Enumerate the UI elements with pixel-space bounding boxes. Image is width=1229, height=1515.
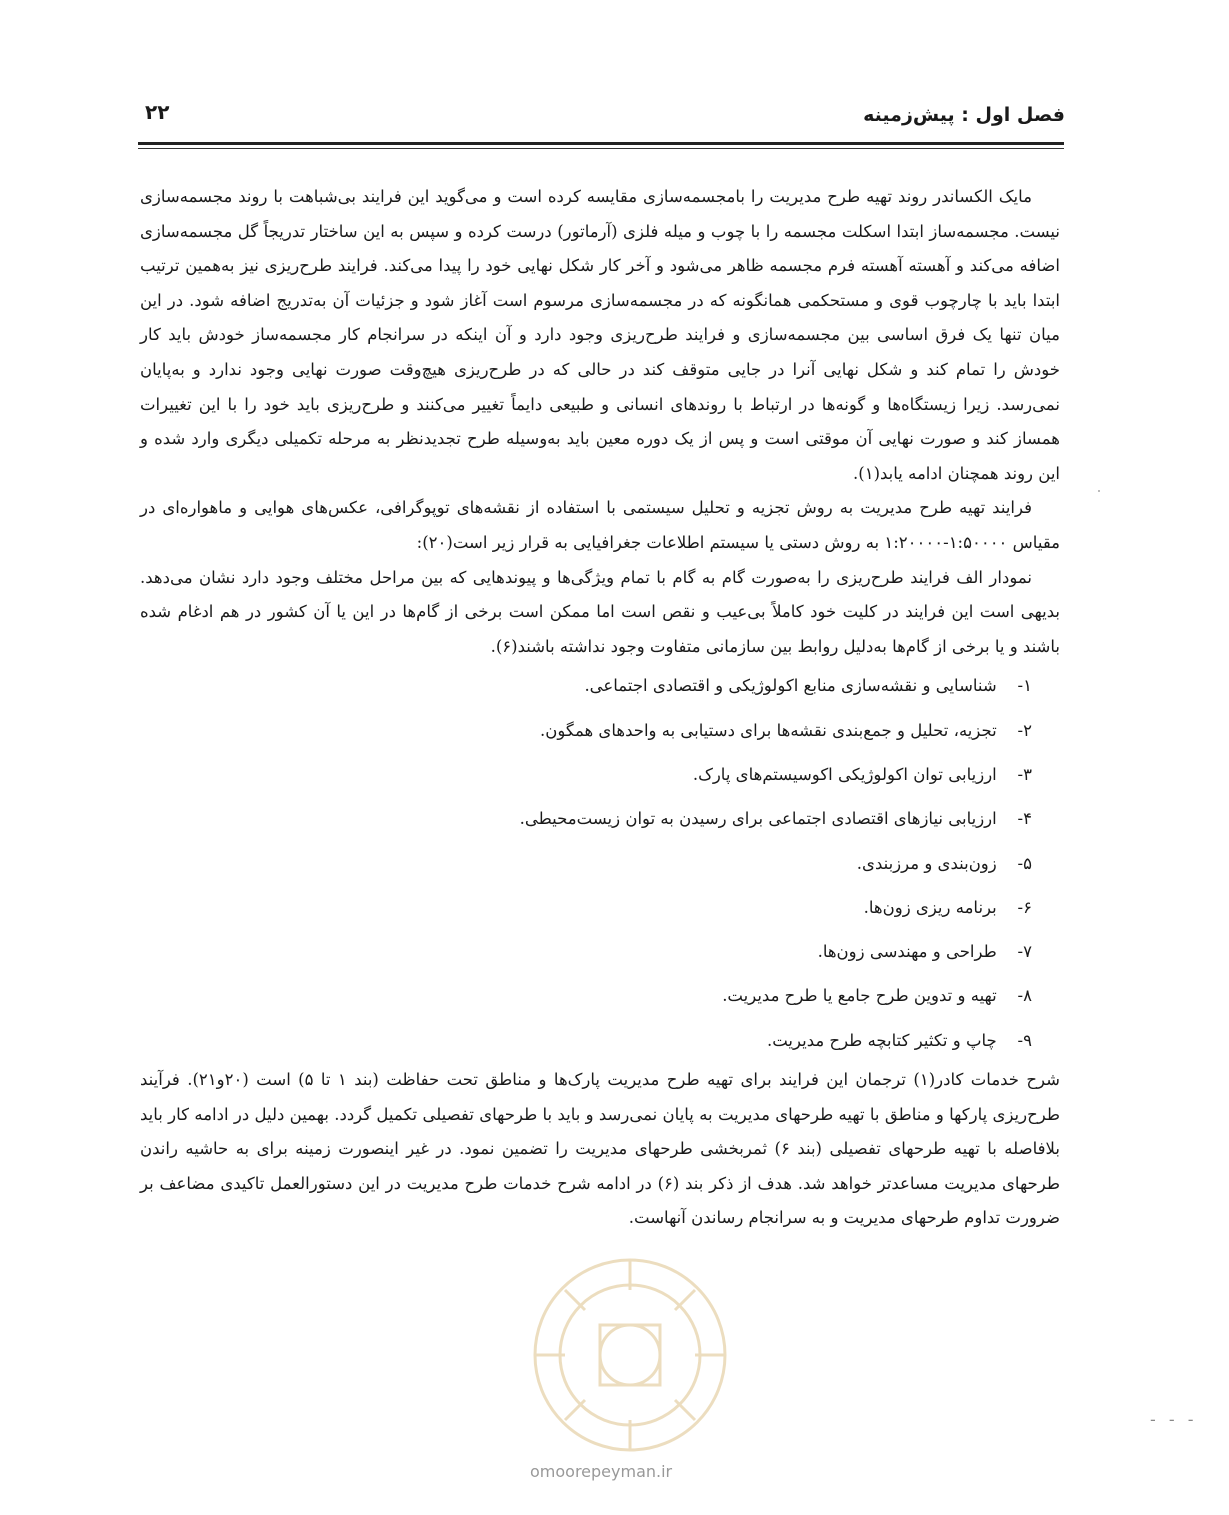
list-item xyxy=(140,886,1032,930)
watermark-site-text: omoorepeyman.ir xyxy=(530,1462,673,1481)
header-rule-thin xyxy=(138,148,1064,149)
margin-dot xyxy=(1098,490,1100,492)
paragraph-sculpture-analogy: مایک الکساندر روند تهیه طرح مدیریت را بامجسمه‌سازی مقایسه کرده است و می‌گوید این فرایند بی‌شباهت با روند مجسمه‌سازی نیست. مجسمه‌ساز ابتدا اسکلت مجسمه را با چوب و میله فلزی (آرماتور) درست کرده و سپس به این ساختار تدریجاً گل مجسمه‌سازی اضافه می‌کند و آهسته آهسته فرم مجسمه ظاهر می‌شود و آخر کار شکل نهایی خود را پیدا می‌کند. فرایند طرح‌ریزی نیز به‌همین ترتیب ابتدا باید با چارچوب قوی و مستحکمی همانگونه که در مجسمه‌سازی مرسوم است آغاز شود و جزئیات آن به‌تدریج اضافه شود. در این میان تنها یک فرق اساسی بین مجسمه‌سازی و فرایند طرح‌ریزی وجود دارد و آن اینکه در سرانجام کار مجسمه‌ساز خودش باید کار خودش را تمام کند و شکل نهایی آنرا در جایی متوقف کند در حالی که در طرح‌ریزی هیچ‌وقت صورت نهایی وجود ندارد و به‌پایان نمی‌رسد. زیرا زیستگاه‌ها و گونه‌ها در ارتباط با روندهای انسانی و طبیعی دایماً تغییر می‌کنند و طرح‌ریزی باید خود را با این تغییرات همساز کند و صورت نهایی آن موقتی است و پس از یک دوره معین باید به‌وسیله طرح تجدیدنظر به مرحله تکمیلی دیگری وارد شده و این روند همچنان ادامه یابد(۱). xyxy=(140,187,1060,483)
step-text: شناسایی و نقشه‌سازی منابع اکولوژیکی و اقتصادی اجتماعی. xyxy=(584,676,997,696)
header-rule xyxy=(138,142,1064,145)
step-text: زون‌بندی و مرزبندی. xyxy=(856,853,997,873)
paragraph-diagram-note: نمودار الف فرایند طرح‌ریزی را به‌صورت گام به گام با تمام ویژگی‌ها و پیوندهایی که بین مراحل مختلف وجود دارد نشان می‌دهد. بدیهی است این فرایند در کلیت خود کاملاً بی‌عیب و نقص است اما ممکن است برخی از گام‌ها در این یا آن کشور در هم ادغام شده باشند و یا برخی از گام‌ها به‌دلیل روابط بین سازمانی متفاوت وجود نداشته باشند(۶). xyxy=(140,567,1060,656)
step-text: تهیه و تدوین طرح جامع یا طرح مدیریت. xyxy=(722,986,997,1006)
step-number: ۵- xyxy=(1017,853,1032,873)
step-number: ۲- xyxy=(1017,720,1032,740)
step-text: ارزیابی توان اکولوژیکی اکوسیستم‌های پارک. xyxy=(692,764,997,784)
chapter-title: فصل اول : پیش‌زمینه xyxy=(863,104,1065,126)
paragraph-service-description: شرح خدمات کادر(۱) ترجمان این فرایند برای تهیه طرح مدیریت پارک‌ها و مناطق تحت حفاظت (بند ۱ تا ۵) است (۲۰و۲۱). فرآیند طرح‌ریزی پارکها و مناطق با تهیه طرحهای مدیریت به پایان نمی‌رسد و باید با طرحهای تفصیلی تکمیل گردد. بهمین دلیل در ادامه کار باید بلافاصله با تهیه طرحهای تفصیلی (بند ۶) ثمربخشی طرحهای مدیریت را تضمین نمود. در غیر اینصورت زمینه برای به حاشیه راندن طرحهای مدیریت مساعدتر خواهد شد. هدف از ذکر بند (۶) در ادامه شرح خدمات طرح مدیریت در این دستورالعمل تاکیدی مضاعف بر ضرورت تداوم طرحهای مدیریت و به سرانجام رساندن آنهاست. xyxy=(140,1069,1060,1228)
step-text: برنامه ریزی زون‌ها. xyxy=(863,897,997,917)
list-item xyxy=(140,709,1032,753)
list-item xyxy=(140,842,1032,886)
running-header xyxy=(145,96,1065,136)
list-item xyxy=(140,664,1032,708)
margin-dashes: - - - xyxy=(1150,1410,1198,1429)
step-text: ارزیابی نیازهای اقتصادی اجتماعی برای رسیدن به توان زیست‌محیطی. xyxy=(519,809,997,829)
step-number: ۳- xyxy=(1017,764,1032,784)
steps-list xyxy=(140,664,1060,1063)
list-item xyxy=(140,974,1032,1018)
list-item xyxy=(140,753,1032,797)
list-item xyxy=(140,1019,1032,1063)
watermark-logo-icon xyxy=(480,1235,780,1475)
body-text xyxy=(140,180,1060,1236)
list-item xyxy=(140,797,1032,841)
step-number: ۸- xyxy=(1017,986,1032,1006)
step-number: ۴- xyxy=(1017,809,1032,829)
step-text: تجزیه، تحلیل و جمع‌بندی نقشه‌ها برای دستیابی به واحدهای همگون. xyxy=(539,720,997,740)
step-number: ۷- xyxy=(1017,942,1032,962)
list-item xyxy=(140,930,1032,974)
step-number: ۹- xyxy=(1017,1030,1032,1050)
step-number: ۱- xyxy=(1017,676,1032,696)
paragraph-process-method: فرایند تهیه طرح مدیریت به روش تجزیه و تحلیل سیستمی با استفاده از نقشه‌های توپوگرافی، عکس‌های هوایی و ماهواره‌ای در مقیاس ۱:۵۰۰۰۰-۱:۲۰۰۰۰ به روش دستی یا سیستم اطلاعات جغرافیایی به قرار زیر است(۲۰): xyxy=(140,498,1060,552)
step-text: چاپ و تکثیر کتابچه طرح مدیریت. xyxy=(766,1030,997,1050)
step-number: ۶- xyxy=(1017,897,1032,917)
page-number: ۲۲ xyxy=(145,100,170,124)
step-text: طراحی و مهندسی زون‌ها. xyxy=(817,942,997,962)
